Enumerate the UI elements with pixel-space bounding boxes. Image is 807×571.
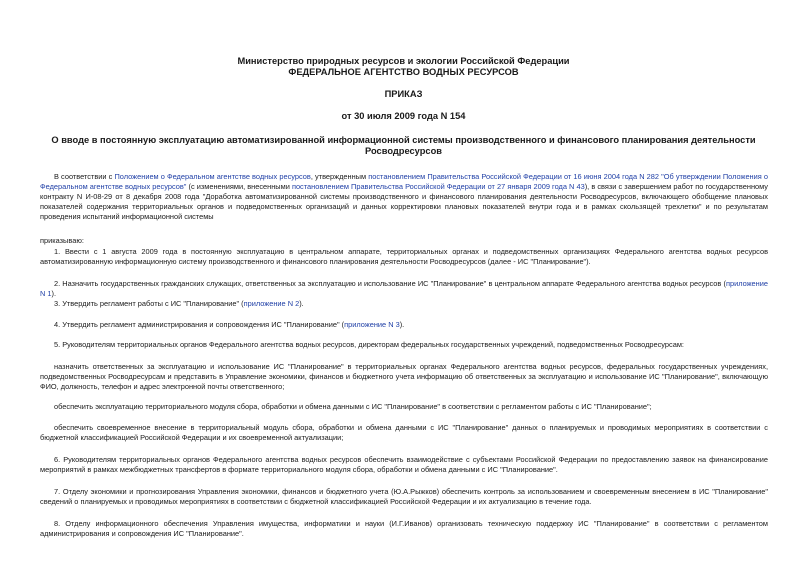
agency-name: ФЕДЕРАЛЬНОЕ АГЕНТСТВО ВОДНЫХ РЕСУРСОВ bbox=[288, 67, 519, 77]
resolution-43-link[interactable]: постановлением Правительства Российской Федерации от 27 января 2009 года N 43 bbox=[291, 182, 585, 191]
item-3-end: ). bbox=[299, 299, 304, 308]
preamble-text: В соответствии с bbox=[54, 172, 115, 181]
preamble-text: , утвержденным bbox=[310, 172, 369, 181]
preamble-text: (с изменениями, внесенными bbox=[186, 182, 292, 191]
preamble-text: ), в связи с завершением работ по государственному контракту N И-08-29 от 8 декабря 2008 года "Доработка автоматизированной системы производственного и финансового планирования деятельности Росводресурсов, включающего обобщение плановых показателей содержания территориальных органов и подведомственных организаций и данных корректировки плановых показателей внутри года и в рамках скользящей трехлетки" и по результатам проведения испытаний информационной системы bbox=[40, 182, 768, 221]
item-6: 6. Руководителям территориальных органов Федерального агентства водных ресурсов обеспечить взаимодействие с субъектами Российской Федерации по предоставлению заявок на финансирование мероприятий в рамках межбюджетных трансфертов в формате территориального модуля сбора, обработки и обмена данными с ИС "Планирование". bbox=[40, 455, 768, 474]
item-4-end: ). bbox=[399, 320, 405, 329]
item-5-subitem-c: обеспечить своевременное внесение в территориальный модуль сбора, обработки и обмена данными с ИС "Планирование" данных о планируемых и проводимых мероприятиях в соответствии с бюджетной классификацией Российской Федерации и их своевременной актуализации; bbox=[40, 423, 768, 442]
regulation-link[interactable]: Положением о Федеральном агентстве водных ресурсов bbox=[114, 172, 311, 181]
item-3-text: 3. Утвердить регламент работы с ИС "Планирование" ( bbox=[54, 299, 244, 308]
order-word: приказываю: bbox=[40, 236, 84, 245]
item-1: 1. Ввести с 1 августа 2009 года в постоянную эксплуатацию в центральном аппарате, территориальных органах и подведомственных организациях Федерального агентства водных ресурсов автоматизированную информационную систему производственного и финансового планирования деятельности Росводресурсов (далее - ИС "Планирование"). bbox=[40, 247, 768, 266]
item-2-end: ). bbox=[51, 289, 57, 298]
item-4-text: 4. Утвердить регламент администрирования и сопровождения ИС "Планирование" ( bbox=[54, 320, 345, 329]
item-2-text: 2. Назначить государственных гражданских служащих, ответственных за эксплуатацию и использование ИС "Планирование" в центральном аппарате Федерального агентства водных ресурсов ( bbox=[54, 279, 726, 288]
item-2 bbox=[40, 279, 768, 299]
document-title-line1: О вводе в постоянную эксплуатацию автоматизированной информационной системы производственного и финансового планирования деятельности bbox=[51, 135, 756, 145]
document-type: ПРИКАЗ bbox=[384, 89, 423, 99]
ministry-name: Министерство природных ресурсов и экологии Российской Федерации bbox=[237, 56, 570, 66]
appendix-2-link[interactable]: приложение N 2 bbox=[243, 299, 300, 308]
item-5: 5. Руководителям территориальных органов Федерального агентства водных ресурсов, директорам федеральных государственных учреждений, подведомственных Росводресурсам: bbox=[54, 340, 684, 349]
document-date-number: от 30 июля 2009 года N 154 bbox=[341, 111, 466, 121]
item-7: 7. Отделу экономики и прогнозирования Управления экономики, финансов и бюджетного учета (Ю.А.Рыжков) обеспечить контроль за использованием и своевременным внесением в ИС "Планирование" сведений о планируемых и проводимых мероприятиях в соответствии с бюджетной классификацией Российской Федерации и их актуализацию в течение года. bbox=[40, 487, 768, 506]
item-3 bbox=[40, 299, 768, 309]
item-4 bbox=[40, 320, 768, 330]
item-8: 8. Отделу информационного обеспечения Управления имущества, информатики и науки (И.Г.Иванов) организовать техническую поддержку ИС "Планирование" в соответствии с регламентом администрирования и сопровождения ИС "Планирование". bbox=[40, 519, 768, 538]
preamble-paragraph bbox=[40, 172, 768, 222]
appendix-3-link[interactable]: приложение N 3 bbox=[344, 320, 400, 329]
appendix-1-link[interactable]: приложение N 1 bbox=[40, 279, 768, 298]
item-5-subitem-a: назначить ответственных за эксплуатацию и использование ИС "Планирование" в территориальных органах Федерального агентства водных ресурсов, федеральных государственных учреждениях, подведомственных Росводресурсам и представить в Управление экономики, финансов и бюджетного учета информацию об ответственных за эксплуатацию и использование ИС "Планирование", включающую ФИО, должность, телефон и адрес электронной почты ответственного; bbox=[40, 362, 768, 391]
document-title-line2: Росводресурсов bbox=[365, 146, 442, 156]
resolution-282-link[interactable]: постановлением Правительства Российской Федерации от 16 июня 2004 года N 282 "Об утверждении Положения о Федеральном агентстве водных ресурсов" bbox=[40, 172, 769, 191]
item-5-subitem-b: обеспечить эксплуатацию территориального модуля сбора, обработки и обмена данными с ИС "Планирование" в соответствии с регламентом работы с ИС "Планирование"; bbox=[54, 402, 652, 411]
